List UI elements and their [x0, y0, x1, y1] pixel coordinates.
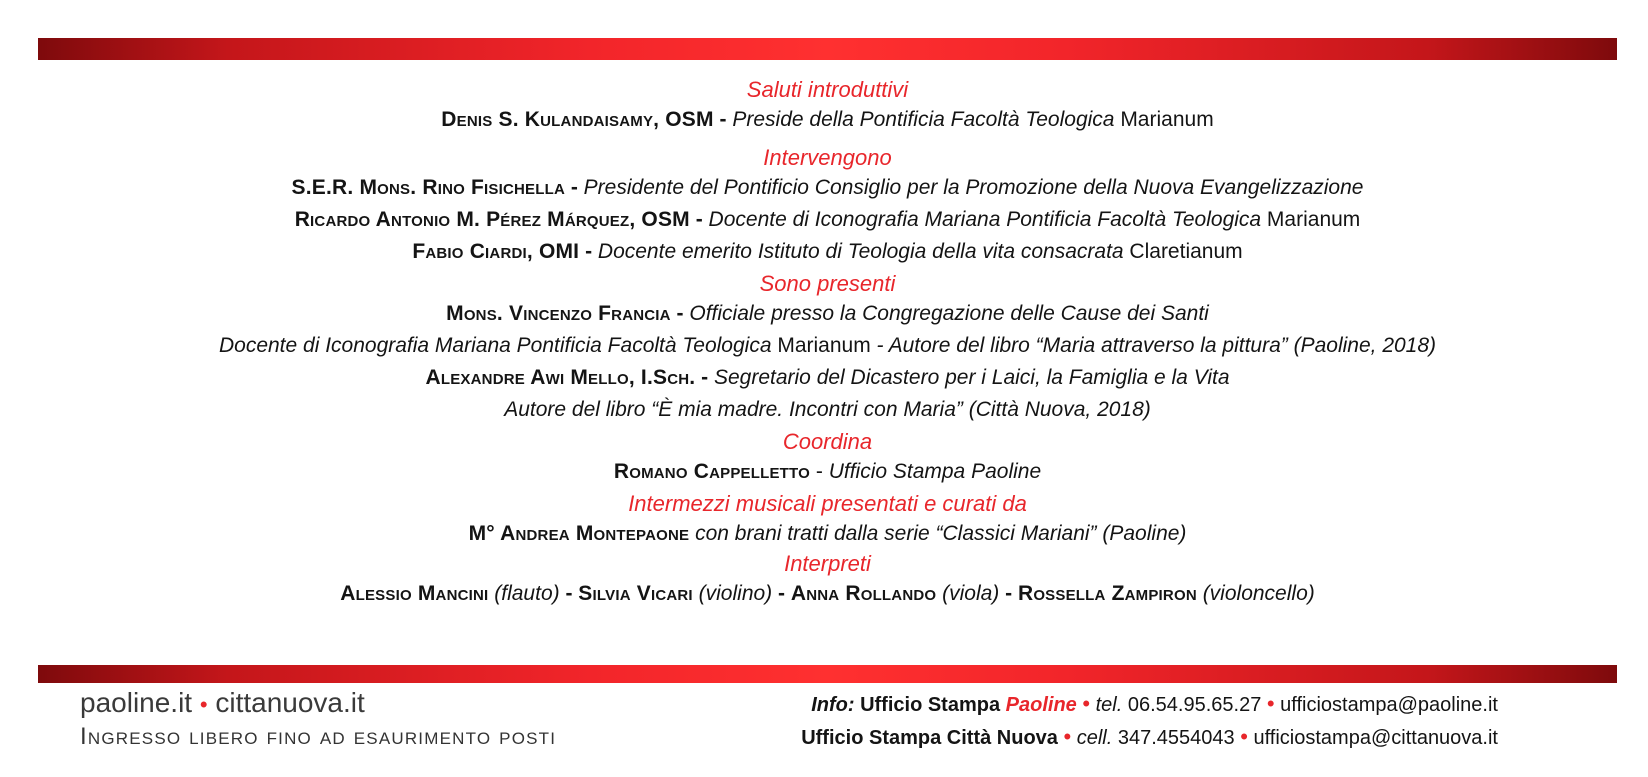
speaker-role: Ufficio Stampa Paoline	[828, 460, 1042, 483]
phone-number[interactable]: 06.54.95.65.27	[1122, 694, 1262, 716]
speaker-line-perez-marquez: Ricardo Antonio M. Pérez Márquez, OSM - Docente di Iconografia Mariana Pontificia Facoltà Teologica Marianum	[294, 208, 1361, 231]
contact-line-cittanuova: Ufficio Stampa Città Nuova • cell. 347.4554043 • ufficiostampa@cittanuova.it	[801, 724, 1498, 749]
interpreters-line: Alessio Mancini (flauto) - Silvia Vicari (violino) - Anna Rollando (viola) - Rossella Zampiron (violoncello)	[340, 582, 1315, 605]
speaker-role: Docente emerito Istituto di Teologia della vita consacrata	[597, 240, 1124, 263]
musician-name: Anna Rollando	[790, 582, 937, 605]
bullet-icon: •	[1082, 691, 1091, 716]
bullet-icon: •	[199, 692, 208, 717]
link-paoline[interactable]: paoline.it	[80, 687, 193, 718]
musician-line-montepaone: M° Andrea Montepaone con brani tratti dalla serie “Classici Mariani” (Paoline)	[468, 522, 1187, 545]
speaker-line-cappelletto: Romano Cappelletto - Ufficio Stampa Paoline	[613, 460, 1042, 483]
musician-name: Rossella Zampiron	[1017, 582, 1197, 605]
speaker-line-francia: Mons. Vincenzo Francia - Officiale presso la Congregazione delle Cause dei Santi	[446, 302, 1209, 325]
speaker-line-ciardi: Fabio Ciardi, OMI - Docente emerito Istituto di Teologia della vita consacrata Claretianum	[412, 240, 1243, 263]
section-title-presenti: Sono presenti	[759, 271, 896, 296]
event-program	[38, 76, 1617, 610]
section-title-intervengono: Intervengono	[763, 145, 892, 170]
bullet-icon: •	[1266, 691, 1275, 716]
footer-contacts	[801, 688, 1498, 754]
websites-line	[80, 686, 556, 722]
section-title-saluti: Saluti introduttivi	[746, 77, 909, 102]
cell-number[interactable]: 347.4554043	[1112, 727, 1235, 749]
email-cittanuova[interactable]: ufficiostampa@cittanuova.it	[1253, 727, 1498, 749]
speaker-name: Alexandre Awi Mello, I.Sch.	[425, 366, 696, 389]
section-title-interpreti: Interpreti	[784, 551, 871, 576]
speaker-line-fisichella: S.E.R. Mons. Rino Fisichella - Presidente del Pontificio Consiglio per la Promozione della Nuova Evangelizzazione	[291, 176, 1364, 199]
speaker-line-awi-mello: Alexandre Awi Mello, I.Sch. - Segretario del Dicastero per i Laici, la Famiglia e la Vita	[425, 366, 1230, 389]
speaker-name: Mons. Vincenzo Francia	[446, 302, 671, 325]
speaker-name: Denis S. Kulandaisamy, OSM	[441, 108, 714, 131]
musician-name: Alessio Mancini	[340, 582, 489, 605]
speaker-role: Presidente del Pontificio Consiglio per la Promozione della Nuova Evangelizzazione	[583, 176, 1364, 199]
speaker-name: Ricardo Antonio M. Pérez Márquez, OSM	[294, 208, 690, 231]
speaker-role: Docente di Iconografia Mariana Pontificia Facoltà Teologica	[708, 208, 1262, 231]
speaker-line-awi-mello-2: Autore del libro “È mia madre. Incontri con Maria” (Città Nuova, 2018)	[504, 398, 1151, 421]
speaker-role: Officiale presso la Congregazione delle Cause dei Santi	[689, 302, 1209, 325]
bullet-icon: •	[1063, 724, 1072, 749]
paoline-brand: Paoline	[1005, 694, 1077, 716]
speaker-role: Preside della Pontificia Facoltà Teologica	[732, 108, 1115, 131]
speaker-name: S.E.R. Mons. Rino Fisichella	[291, 176, 565, 199]
speaker-name: Romano Cappelletto	[613, 460, 811, 483]
bullet-icon: •	[1240, 724, 1248, 749]
speaker-line-kulandaisamy: Denis S. Kulandaisamy, OSM - Preside della Pontificia Facoltà Teologica Marianum	[441, 108, 1214, 131]
email-paoline[interactable]: ufficiostampa@paoline.it	[1280, 694, 1498, 716]
speaker-line-francia-2: Docente di Iconografia Mariana Pontificia Facoltà Teologica Marianum - Autore del libro “Maria attraverso la pittura” (Paoline, 2018)	[218, 334, 1437, 357]
contact-line-paoline: Info: Ufficio Stampa Paoline • tel. 06.54.95.65.27 • ufficiostampa@paoline.it	[811, 691, 1498, 716]
speaker-role: Segretario del Dicastero per i Laici, la Famiglia e la Vita	[713, 366, 1230, 389]
speaker-name: Fabio Ciardi, OMI	[412, 240, 580, 263]
musician-name: M° Andrea Montepaone	[468, 522, 690, 545]
info-label: Info:	[811, 694, 855, 716]
footer-left	[80, 686, 556, 752]
free-entry-notice: Ingresso libero fino ad esaurimento posti	[80, 723, 557, 750]
section-title-intermezzi: Intermezzi musicali presentati e curati da	[628, 491, 1027, 516]
top-decorative-bar	[38, 38, 1617, 60]
musician-name: Silvia Vicari	[578, 582, 693, 605]
bottom-decorative-bar	[38, 665, 1617, 683]
link-cittanuova[interactable]: cittanuova.it	[215, 687, 365, 718]
section-title-coordina: Coordina	[782, 429, 873, 454]
